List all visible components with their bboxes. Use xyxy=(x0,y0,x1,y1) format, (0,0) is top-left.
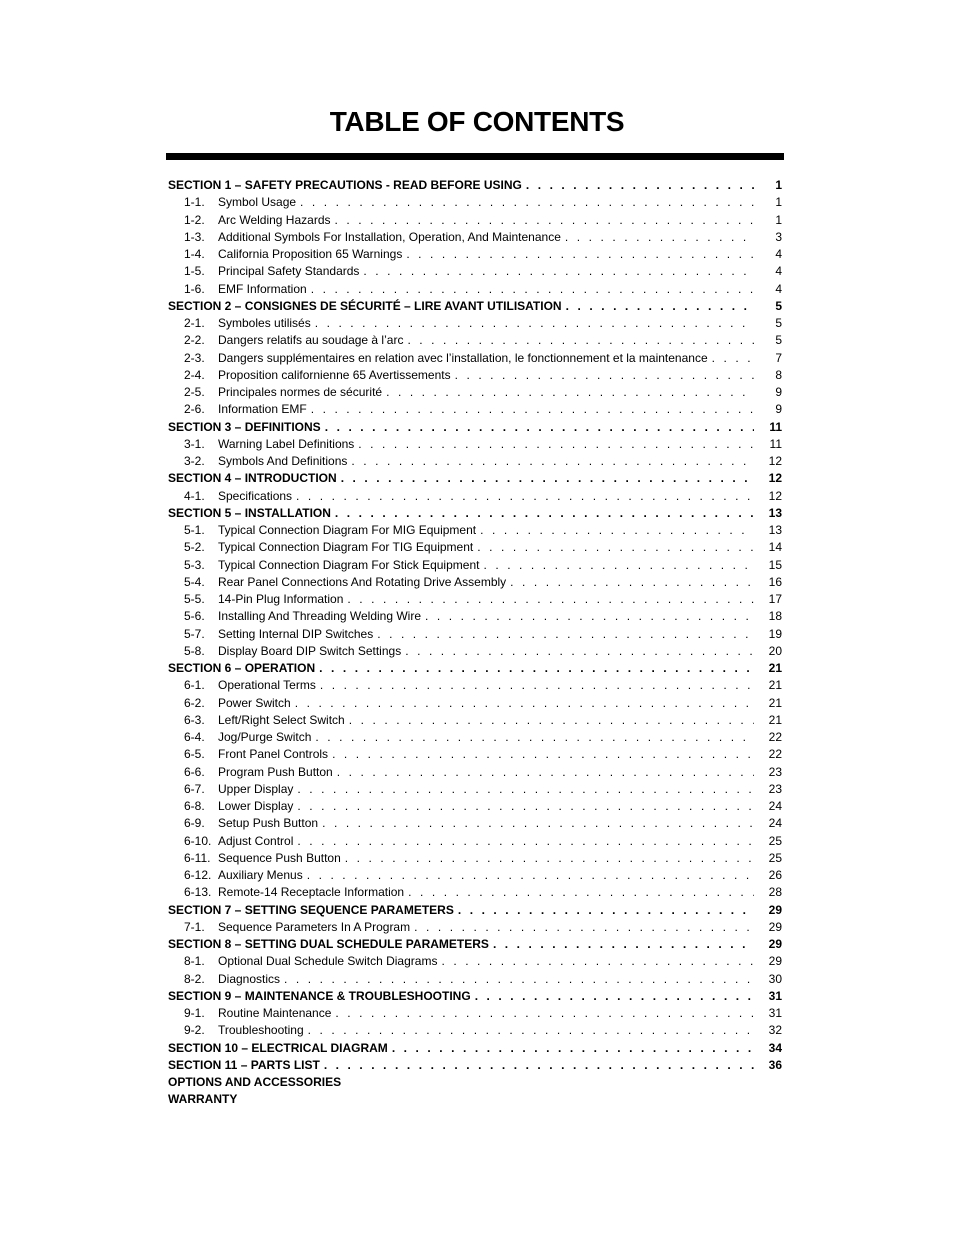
dot-leader xyxy=(349,713,754,727)
toc-entry-label: Installing And Threading Welding Wire xyxy=(218,609,422,624)
toc-entry-number: 5-3. xyxy=(184,557,205,572)
toc-entry[interactable] xyxy=(168,713,782,730)
toc-entry-label: SECTION 6 – OPERATION xyxy=(168,661,316,675)
dot-leader xyxy=(297,799,754,813)
toc-entry-label: Symbols And Definitions xyxy=(218,454,348,468)
dot-leader xyxy=(322,816,754,830)
dot-leader xyxy=(414,920,754,934)
dot-leader xyxy=(296,489,754,503)
dot-leader xyxy=(311,402,754,416)
dot-leader xyxy=(324,1058,754,1072)
dot-leader xyxy=(477,540,754,554)
toc-entry[interactable] xyxy=(168,213,782,230)
toc-page-number: 19 xyxy=(768,626,782,641)
toc-entry-label: Typical Connection Diagram For MIG Equipment xyxy=(218,523,477,537)
title-rule xyxy=(166,153,784,160)
dot-leader xyxy=(337,765,754,779)
dot-leader xyxy=(295,696,754,710)
toc-entry-number: 5-2. xyxy=(184,540,205,555)
toc-entry[interactable] xyxy=(168,1006,782,1023)
toc-entry-number: 6-8. xyxy=(184,799,205,813)
toc-section[interactable] xyxy=(168,937,782,954)
toc-entry-number: 6-6. xyxy=(184,764,205,779)
toc-entry-label: WARRANTY xyxy=(168,1092,238,1107)
toc-page-number: 34 xyxy=(768,1040,782,1055)
toc-entry-label: Troubleshooting xyxy=(218,1023,304,1038)
toc-page-number: 11 xyxy=(769,436,782,451)
toc-page-number: 23 xyxy=(768,764,782,779)
toc-entry-label: SECTION 3 – DEFINITIONS xyxy=(168,419,321,434)
dot-leader xyxy=(335,1006,754,1020)
toc-entry[interactable] xyxy=(168,540,782,557)
dot-leader xyxy=(408,885,754,899)
toc-page-number: 12 xyxy=(768,454,782,468)
toc-page-number: 3 xyxy=(775,229,782,244)
toc-entry[interactable] xyxy=(168,799,782,816)
toc-entry[interactable] xyxy=(168,264,782,281)
dot-leader xyxy=(311,282,754,296)
toc-entry-label: Power Switch xyxy=(218,695,291,710)
toc-page-number: 21 xyxy=(768,695,782,710)
toc-entry-number: 6-11. xyxy=(184,850,211,865)
toc-entry-number: 9-1. xyxy=(184,1006,205,1020)
toc-page-number: 30 xyxy=(768,971,782,986)
toc-entry-label: Setting Internal DIP Switches xyxy=(218,626,374,641)
toc-section[interactable] xyxy=(168,178,782,195)
dot-leader xyxy=(407,333,754,347)
toc-entry-number: 2-6. xyxy=(184,402,205,417)
toc-page-number: 24 xyxy=(768,799,782,813)
toc-page-number: 22 xyxy=(768,730,782,744)
toc-entry-number: 2-4. xyxy=(184,367,205,382)
toc-entry-label: OPTIONS AND ACCESSORIES xyxy=(168,1075,342,1089)
toc-entry-label: Specifications xyxy=(218,488,293,503)
dot-leader xyxy=(441,954,754,968)
toc-entry-label: SECTION 10 – ELECTRICAL DIAGRAM xyxy=(168,1040,388,1055)
toc-section[interactable] xyxy=(168,1092,782,1109)
toc-entry-number: 1-2. xyxy=(184,212,205,227)
toc-entry-number: 5-6. xyxy=(184,609,205,624)
toc-page-number: 12 xyxy=(768,488,782,503)
toc-entry[interactable] xyxy=(168,558,782,575)
dot-leader xyxy=(425,609,754,623)
toc-entry-number: 2-1. xyxy=(184,316,205,330)
toc-entry-label: Upper Display xyxy=(218,781,294,796)
dot-leader xyxy=(566,299,754,313)
dot-leader xyxy=(510,575,754,589)
toc-entry-label: Remote-14 Receptacle Information xyxy=(218,885,405,900)
toc-entry-label: Dangers supplémentaires en relation avec l’installation, le fonctionnement et la maintenance xyxy=(218,350,708,365)
dot-leader xyxy=(392,1041,754,1055)
dot-leader xyxy=(319,661,754,675)
dot-leader xyxy=(458,903,754,917)
toc-entry-label: Sequence Push Button xyxy=(218,850,341,865)
toc-entry-number: 2-3. xyxy=(184,350,205,365)
toc-page-number: 18 xyxy=(768,609,782,624)
dot-leader xyxy=(300,195,754,209)
toc-page-number: 26 xyxy=(768,868,782,882)
toc-section[interactable] xyxy=(168,1041,782,1058)
dot-leader xyxy=(712,351,754,365)
dot-leader xyxy=(315,730,754,744)
toc-entry[interactable] xyxy=(168,644,782,661)
toc-page-number: 23 xyxy=(768,781,782,796)
toc-entry-label: Adjust Control xyxy=(218,833,294,848)
toc-page-number: 21 xyxy=(768,712,782,727)
toc-page-number: 9 xyxy=(775,385,782,399)
toc-page-number: 17 xyxy=(768,592,782,606)
toc-page-number: 24 xyxy=(768,816,782,831)
dot-leader xyxy=(406,247,754,261)
dot-leader xyxy=(332,747,754,761)
toc-entry-number: 1-5. xyxy=(184,264,205,279)
toc-page-number: 5 xyxy=(775,316,782,330)
toc-entry[interactable] xyxy=(168,696,782,713)
toc-page-number: 7 xyxy=(775,350,782,365)
toc-entry[interactable] xyxy=(168,954,782,971)
toc-section[interactable] xyxy=(168,1058,782,1075)
toc-entry-label: Routine Maintenance xyxy=(218,1006,332,1020)
toc-page-number: 22 xyxy=(768,747,782,762)
toc-page-number: 29 xyxy=(768,937,782,951)
dot-leader xyxy=(297,782,754,796)
toc-entry[interactable] xyxy=(168,195,782,212)
toc-entry-label: SECTION 2 – CONSIGNES DE SÉCURITÉ – LIRE AVANT UTILISATION xyxy=(168,298,562,313)
toc-entry[interactable] xyxy=(168,316,782,333)
toc-page-number: 9 xyxy=(775,402,782,417)
toc-page-number: 1 xyxy=(775,178,782,192)
toc-entry[interactable] xyxy=(168,523,782,540)
toc-entry-number: 5-8. xyxy=(184,643,205,658)
toc-entry-label: Program Push Button xyxy=(218,764,333,779)
toc-entry-number: 6-4. xyxy=(184,730,205,744)
toc-page-number: 11 xyxy=(769,419,782,434)
toc-entry[interactable] xyxy=(168,920,782,937)
dot-leader xyxy=(526,178,754,192)
toc-entry-label: Dangers relatifs au soudage à l’arc xyxy=(218,333,404,348)
toc-page-number: 25 xyxy=(768,833,782,848)
toc-entry-number: 1-6. xyxy=(184,281,205,296)
toc-page-number: 29 xyxy=(768,902,782,917)
toc-entry-number: 2-2. xyxy=(184,333,205,348)
toc-entry-label: Operational Terms xyxy=(218,678,316,693)
toc-entry-number: 6-3. xyxy=(184,712,205,727)
toc-page-number: 31 xyxy=(768,1006,782,1020)
toc-page-number: 29 xyxy=(768,954,782,969)
toc-entry-label: Arc Welding Hazards xyxy=(218,212,331,227)
toc-page-number: 15 xyxy=(768,557,782,572)
toc-entry-number: 5-7. xyxy=(184,626,205,641)
toc-page-number: 8 xyxy=(775,367,782,382)
toc-page-number: 29 xyxy=(768,919,782,934)
toc-entry-number: 5-4. xyxy=(184,574,205,589)
toc-entry[interactable] xyxy=(168,885,782,902)
dot-leader xyxy=(377,627,754,641)
toc-page-number: 25 xyxy=(768,850,782,865)
toc-section[interactable] xyxy=(168,903,782,920)
toc-page-number: 28 xyxy=(768,885,782,900)
toc-entry[interactable] xyxy=(168,592,782,609)
toc-page-number: 12 xyxy=(768,471,782,486)
toc-entry-number: 6-9. xyxy=(184,816,205,831)
toc-section[interactable] xyxy=(168,989,782,1006)
toc-entry[interactable] xyxy=(168,282,782,299)
dot-leader xyxy=(335,213,755,227)
toc-entry-label: California Proposition 65 Warnings xyxy=(218,247,403,261)
toc-page-number: 5 xyxy=(775,333,782,348)
toc-section[interactable] xyxy=(168,506,782,523)
toc-page-number: 16 xyxy=(768,574,782,589)
toc-entry-label: Optional Dual Schedule Switch Diagrams xyxy=(218,954,438,969)
toc-entry-label: 14-Pin Plug Information xyxy=(218,592,344,606)
toc-entry-number: 8-1. xyxy=(184,954,205,969)
dot-leader xyxy=(405,644,754,658)
toc-entry-number: 8-2. xyxy=(184,971,205,986)
dot-leader xyxy=(475,989,754,1003)
toc-entry-number: 2-5. xyxy=(184,385,205,399)
toc-entry-label: Diagnostics xyxy=(218,971,281,986)
toc-entry[interactable] xyxy=(168,385,782,402)
toc-page-number: 5 xyxy=(775,298,782,313)
toc-entry-label: Typical Connection Diagram For Stick Equipment xyxy=(218,557,480,572)
toc-entry-label: Left/Right Select Switch xyxy=(218,712,345,727)
toc-page-number: 21 xyxy=(768,678,782,693)
toc-entry[interactable] xyxy=(168,402,782,419)
dot-leader xyxy=(480,523,754,537)
toc-entry-label: Principales normes de sécurité xyxy=(218,385,383,399)
toc-entry-label: Rear Panel Connections And Rotating Drive Assembly xyxy=(218,574,507,589)
dot-leader xyxy=(351,454,754,468)
toc-entry[interactable] xyxy=(168,765,782,782)
toc-entry[interactable] xyxy=(168,868,782,885)
toc-entry-label: Jog/Purge Switch xyxy=(218,730,312,744)
toc-page-number: 1 xyxy=(775,195,782,210)
toc-section[interactable] xyxy=(168,1075,782,1092)
toc-entry-label: SECTION 5 – INSTALLATION xyxy=(168,505,331,520)
toc-entry-number: 6-1. xyxy=(184,678,205,693)
toc-entry[interactable] xyxy=(168,816,782,833)
toc-entry-number: 3-1. xyxy=(184,436,205,451)
toc-entry-number: 5-5. xyxy=(184,592,205,606)
toc-section[interactable] xyxy=(168,420,782,437)
dot-leader xyxy=(307,868,754,882)
toc-entry[interactable] xyxy=(168,747,782,764)
toc-entry[interactable] xyxy=(168,730,782,747)
toc-entry-label: Information EMF xyxy=(218,402,307,417)
toc-entry-number: 6-5. xyxy=(184,747,205,762)
toc-section[interactable] xyxy=(168,471,782,488)
toc-entry-number: 9-2. xyxy=(184,1023,205,1038)
toc-page-number: 31 xyxy=(768,988,782,1003)
toc-entry[interactable] xyxy=(168,247,782,264)
toc-entry[interactable] xyxy=(168,489,782,506)
toc-entry-number: 6-12. xyxy=(184,868,212,882)
toc-entry-number: 6-13. xyxy=(184,885,212,900)
dot-leader xyxy=(455,368,754,382)
toc-page-number: 13 xyxy=(768,505,782,520)
toc-entry-label: SECTION 9 – MAINTENANCE & TROUBLESHOOTING xyxy=(168,988,471,1003)
toc-entry[interactable] xyxy=(168,230,782,247)
toc-entry-label: SECTION 7 – SETTING SEQUENCE PARAMETERS xyxy=(168,902,454,917)
toc-entry-number: 6-10. xyxy=(184,833,212,848)
toc-entry-label: SECTION 1 – SAFETY PRECAUTIONS - READ BEFORE USING xyxy=(168,178,522,192)
toc-entry-label: SECTION 11 – PARTS LIST xyxy=(168,1057,320,1072)
dot-leader xyxy=(297,834,754,848)
toc-section[interactable] xyxy=(168,661,782,678)
toc-entry-label: Display Board DIP Switch Settings xyxy=(218,643,402,658)
toc-entry-label: Additional Symbols For Installation, Operation, And Maintenance xyxy=(218,229,561,244)
dot-leader xyxy=(284,972,754,986)
toc-entry-label: Principal Safety Standards xyxy=(218,264,360,279)
toc-entry-label: Warning Label Definitions xyxy=(218,436,355,451)
dot-leader xyxy=(335,506,754,520)
toc-entry[interactable] xyxy=(168,972,782,989)
toc-page-number: 32 xyxy=(768,1023,782,1038)
page-title: TABLE OF CONTENTS xyxy=(329,106,625,137)
toc-entry-number: 7-1. xyxy=(184,919,205,934)
toc-page-number: 13 xyxy=(768,523,782,537)
toc-entry[interactable] xyxy=(168,782,782,799)
toc-entry[interactable] xyxy=(168,333,782,350)
toc-entry-number: 6-2. xyxy=(184,695,205,710)
toc-page-number: 21 xyxy=(768,661,782,675)
toc-page-number: 36 xyxy=(768,1057,782,1072)
dot-leader xyxy=(325,420,754,434)
toc-entry-number: 3-2. xyxy=(184,454,205,468)
dot-leader xyxy=(341,471,754,485)
dot-leader xyxy=(493,937,754,951)
toc-entry-label: Symbol Usage xyxy=(218,195,297,210)
toc-entry-number: 5-1. xyxy=(184,523,205,537)
toc-page-number: 20 xyxy=(768,643,782,658)
toc-entry[interactable] xyxy=(168,454,782,471)
dot-leader xyxy=(345,851,754,865)
toc-entry[interactable] xyxy=(168,834,782,851)
dot-leader xyxy=(347,592,754,606)
toc-entry-number: 1-4. xyxy=(184,247,205,261)
toc-entry-label: Setup Push Button xyxy=(218,816,319,831)
toc-page-number: 14 xyxy=(768,540,782,555)
dot-leader xyxy=(308,1023,754,1037)
toc-entry[interactable] xyxy=(168,678,782,695)
toc-entry-label: Symboles utilisés xyxy=(218,316,311,330)
toc-section[interactable] xyxy=(168,299,782,316)
dot-leader xyxy=(320,678,754,692)
toc-entry[interactable] xyxy=(168,437,782,454)
toc-entry-label: Sequence Parameters In A Program xyxy=(218,919,411,934)
toc-entry[interactable] xyxy=(168,351,782,368)
table-of-contents xyxy=(168,178,782,1110)
toc-entry[interactable] xyxy=(168,368,782,385)
toc-entry-label: Front Panel Controls xyxy=(218,747,329,762)
toc-page-number: 4 xyxy=(775,281,782,296)
toc-page-number: 4 xyxy=(775,247,782,261)
toc-entry-label: EMF Information xyxy=(218,281,307,296)
toc-page-number: 1 xyxy=(775,212,782,227)
toc-entry[interactable] xyxy=(168,575,782,592)
toc-entry[interactable] xyxy=(168,1023,782,1040)
dot-leader xyxy=(363,264,754,278)
toc-page-number: 4 xyxy=(775,264,782,279)
toc-entry[interactable] xyxy=(168,851,782,868)
dot-leader xyxy=(483,558,754,572)
toc-entry[interactable] xyxy=(168,609,782,626)
toc-entry-number: 1-3. xyxy=(184,229,205,244)
toc-entry-number: 4-1. xyxy=(184,488,205,503)
toc-entry-label: SECTION 8 – SETTING DUAL SCHEDULE PARAMETERS xyxy=(168,937,489,951)
toc-entry-label: Auxiliary Menus xyxy=(218,868,303,882)
toc-entry-label: Proposition californienne 65 Avertissements xyxy=(218,367,451,382)
dot-leader xyxy=(358,437,754,451)
toc-entry[interactable] xyxy=(168,627,782,644)
toc-entry-number: 6-7. xyxy=(184,781,205,796)
toc-entry-label: SECTION 4 – INTRODUCTION xyxy=(168,471,337,486)
toc-entry-label: Typical Connection Diagram For TIG Equipment xyxy=(218,540,474,555)
toc-entry-label: Lower Display xyxy=(218,799,294,813)
dot-leader xyxy=(315,316,754,330)
dot-leader xyxy=(386,385,754,399)
dot-leader xyxy=(565,230,754,244)
toc-entry-number: 1-1. xyxy=(184,195,205,210)
